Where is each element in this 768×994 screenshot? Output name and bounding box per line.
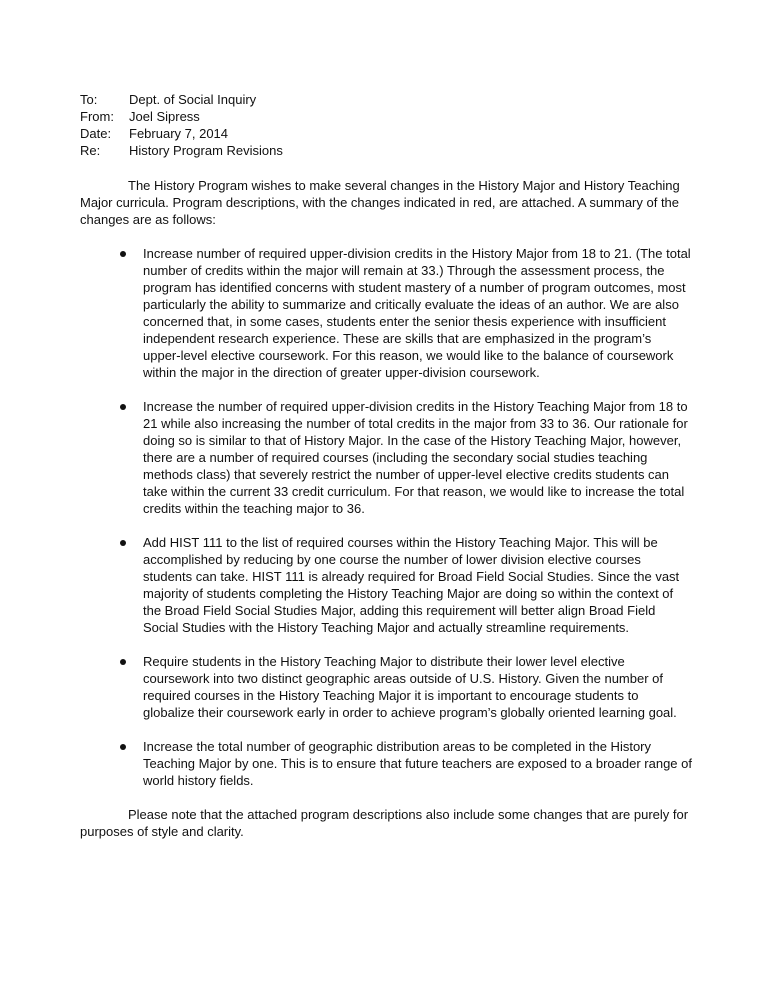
list-item-text: Increase the total number of geographic distribution areas to be completed in the History Teaching Major by one. This is to ensure that future teachers are exposed to a broader range of world history fields. [143,739,692,788]
bullet-icon [120,540,126,546]
list-item-text: Require students in the History Teaching Major to distribute their lower level elective coursework into two distinct geographic areas outside of U.S. History. Given the number of required courses in the History Teaching Major it is important to encourage students to globalize their coursework early in order to achieve program’s globally oriented learning goal. [143,654,677,720]
closing-paragraph: Please note that the attached program descriptions also include some changes that are purely for purposes of style and clarity. [80,807,689,839]
list-item [80,245,692,381]
list-item-text: Add HIST 111 to the list of required courses within the History Teaching Major. This will be accomplished by reducing by one course the number of lower division elective courses students can take. HIST 111 is already required for Broad Field Social Studies. Since the vast majority of students completing the History Teaching Major are doing so within the context of the Broad Field Social Studies Major, adding this requirement will better align Broad Field Social Studies with the History Teaching Major and actually streamline requirements. [143,535,680,635]
memo-from-value: Joel Sipress [129,109,200,124]
memo-re-value: History Program Revisions [129,143,283,158]
list-item [80,534,692,636]
intro-paragraph: The History Program wishes to make several changes in the History Major and History Teaching Major curricula. Program descriptions, with the changes indicated in red, are attached. A summary of the changes are as follows: [80,178,680,227]
memo-body [80,177,692,840]
memo-re-row [80,142,680,159]
memo-date-row [80,125,680,142]
memo-date-value: February 7, 2014 [129,126,229,141]
memo-from-label: From: [80,109,114,124]
bullet-icon [120,251,126,257]
memo-from-row [80,108,680,125]
list-item [80,738,692,789]
bullet-icon [120,404,126,410]
memo-re-label: Re: [80,143,101,158]
memo-date-label: Date: [80,126,112,141]
memo-to-label: To: [80,92,98,107]
list-item-text: Increase the number of required upper-division credits in the History Teaching Major from 18 to 21 while also increasing the number of total credits in the major from 33 to 36. Our rationale for doing so is similar to that of History Major. In the case of the History Teaching Major, however, there are a number of required courses (including the secondary social studies teaching methods class) that severely restrict the number of upper-level elective credits students can take within the current 33 credit curriculum. For that reason, we would like to increase the total credits within the teaching major to 36. [143,399,688,516]
memo-to-value: Dept. of Social Inquiry [129,92,257,107]
memo-to-row [80,91,680,108]
list-item-text: Increase number of required upper-division credits in the History Major from 18 to 21. (The total number of credits within the major will remain at 33.) Through the assessment process, the program has identified concerns with student mastery of a number of program outcomes, most particularly the ability to summarize and critically evaluate the ideas of an author. We are also concerned that, in some cases, students enter the senior thesis experience with insufficient independent research experience. These are skills that are emphasized in the program’s upper-level elective coursework. For this reason, we would like to the balance of coursework within the major in the direction of greater upper-division coursework. [143,246,691,380]
bullet-icon [120,659,126,665]
memo-header [80,91,680,159]
list-item [80,653,692,721]
list-item [80,398,692,517]
changes-list [80,245,692,789]
bullet-icon [120,744,126,750]
